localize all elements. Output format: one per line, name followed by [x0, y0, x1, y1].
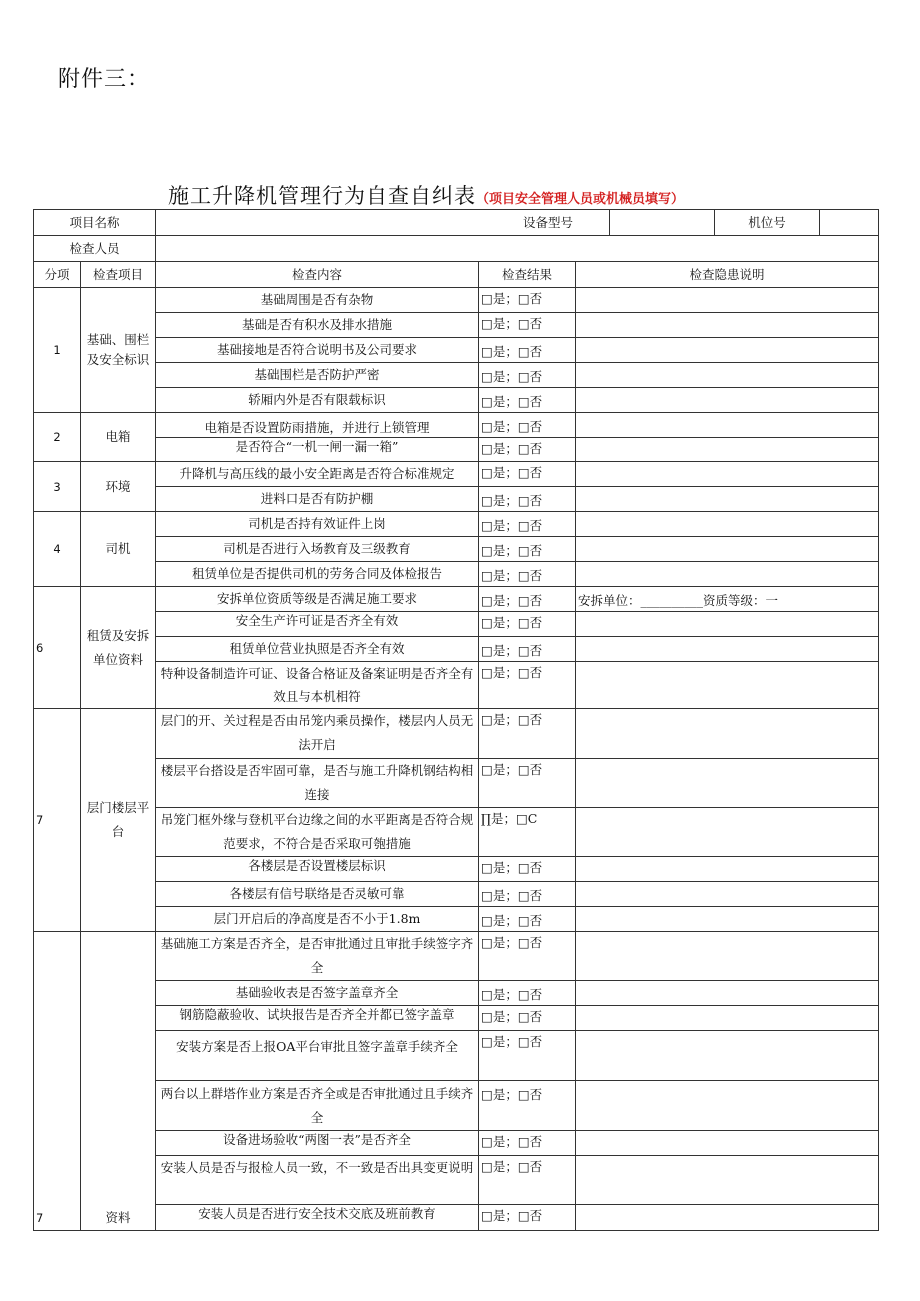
info-row-project: [34, 210, 879, 236]
form-title-block: [168, 180, 684, 210]
result-checkbox[interactable]: □是；□否: [479, 882, 576, 907]
table-row: [34, 388, 879, 413]
table-row: [34, 363, 879, 388]
note-cell[interactable]: 安拆单位：__________资质等级：一: [576, 587, 879, 612]
result-checkbox[interactable]: □是；□否: [479, 1006, 576, 1031]
table-row: [34, 413, 879, 438]
result-checkbox[interactable]: □是；□否: [479, 363, 576, 388]
check-content: 层门的开、关过程是否由吊笼内乘员操作，楼层内人员无法开启: [156, 709, 479, 759]
check-item: 租赁及安拆单位资料: [81, 587, 156, 709]
table-row: [34, 882, 879, 907]
section-number: 7: [34, 932, 81, 1231]
table-row: [34, 537, 879, 562]
column-header-row: [34, 262, 879, 288]
check-content: 轿厢内外是否有限载标识: [156, 388, 479, 413]
inspector-label: 检查人员: [34, 236, 156, 262]
result-checkbox[interactable]: □是；□否: [479, 512, 576, 537]
check-item: 层门楼层平台: [81, 709, 156, 932]
check-content: 是否符合“一机一闸一漏一箱”: [156, 438, 479, 462]
note-cell[interactable]: [576, 759, 879, 808]
check-content: 各楼层是否设置楼层标识: [156, 857, 479, 882]
check-content: 租赁单位是否提供司机的劳务合同及体检报告: [156, 562, 479, 587]
table-row: [34, 1205, 879, 1231]
info-row-inspector: [34, 236, 879, 262]
position-number-label: 机位号: [715, 210, 820, 236]
note-cell[interactable]: [576, 907, 879, 932]
check-content: 楼层平台搭设是否牢固可靠，是否与施工升降机钢结构相连接: [156, 759, 479, 808]
table-row: [34, 1156, 879, 1205]
note-cell[interactable]: [576, 313, 879, 338]
check-content: 基础接地是否符合说明书及公司要求: [156, 338, 479, 363]
check-content: 基础周围是否有杂物: [156, 288, 479, 313]
note-cell[interactable]: [576, 363, 879, 388]
note-cell[interactable]: [576, 512, 879, 537]
section-number: 3: [34, 462, 81, 512]
result-checkbox[interactable]: □是；□否: [479, 562, 576, 587]
col-header-section: 分项: [34, 262, 81, 288]
note-cell[interactable]: [576, 388, 879, 413]
result-checkbox[interactable]: □是；□否: [479, 338, 576, 363]
table-row: [34, 662, 879, 709]
result-checkbox[interactable]: □是；□否: [479, 537, 576, 562]
result-checkbox[interactable]: □是；□否: [479, 709, 576, 759]
check-content: 安装人员是否与报检人员一致，不一致是否出具变更说明: [156, 1156, 479, 1205]
check-content: 吊笼门框外缘与登机平台边缘之间的水平距离是否符合规范要求，不符合是否采取可匏措施: [156, 808, 479, 857]
table-row: [34, 562, 879, 587]
check-content: 安装方案是否上报OA平台审批且签字盖章手续齐全: [156, 1031, 479, 1081]
table-row: [34, 932, 879, 981]
project-name-label: 项目名称: [34, 210, 156, 236]
col-header-result: 检查结果: [479, 262, 576, 288]
check-content: 进料口是否有防护棚: [156, 487, 479, 512]
col-header-note: 检查隐患说明: [576, 262, 879, 288]
note-cell[interactable]: [576, 637, 879, 662]
col-header-content: 检查内容: [156, 262, 479, 288]
check-content: 电箱是否设置防雨措施，并进行上锁管理: [156, 413, 479, 438]
result-checkbox[interactable]: □是；□否: [479, 857, 576, 882]
result-checkbox[interactable]: □是；□否: [479, 487, 576, 512]
section-number: 4: [34, 512, 81, 587]
table-row: [34, 808, 879, 857]
note-cell[interactable]: [576, 1006, 879, 1031]
note-cell[interactable]: [576, 413, 879, 438]
section-number: 2: [34, 413, 81, 462]
result-checkbox[interactable]: ∏是；□C: [479, 808, 576, 857]
section-number: 6: [34, 587, 81, 709]
table-row: [34, 981, 879, 1006]
note-cell[interactable]: [576, 808, 879, 857]
check-content: 基础是否有积水及排水措施: [156, 313, 479, 338]
check-item: 资料: [81, 932, 156, 1231]
table-row: [34, 587, 879, 612]
section-number: 7: [34, 709, 81, 932]
check-item: 司机: [81, 512, 156, 587]
table-row: [34, 438, 879, 462]
result-checkbox[interactable]: □是；□否: [479, 413, 576, 438]
result-checkbox[interactable]: □是；□否: [479, 759, 576, 808]
result-checkbox[interactable]: □是；□否: [479, 1081, 576, 1131]
table-row: [34, 1031, 879, 1081]
inspection-table: [33, 209, 879, 1231]
result-checkbox[interactable]: □是；□否: [479, 438, 576, 462]
result-checkbox[interactable]: □是；□否: [479, 612, 576, 637]
table-row: [34, 637, 879, 662]
note-cell[interactable]: [576, 462, 879, 487]
check-content: 司机是否进行入场教育及三级教育: [156, 537, 479, 562]
check-content: 租赁单位营业执照是否齐全有效: [156, 637, 479, 662]
note-cell[interactable]: [576, 487, 879, 512]
form-title: 施工升降机管理行为自查自纠表: [168, 184, 476, 208]
table-row: [34, 612, 879, 637]
result-checkbox[interactable]: □是；□否: [479, 462, 576, 487]
result-checkbox[interactable]: □是；□否: [479, 587, 576, 612]
table-row: [34, 857, 879, 882]
check-item: 环境: [81, 462, 156, 512]
check-content: 升降机与高压线的最小安全距离是否符合标准规定: [156, 462, 479, 487]
table-row: [34, 907, 879, 932]
note-cell[interactable]: [576, 882, 879, 907]
note-cell[interactable]: [576, 537, 879, 562]
table-row: [34, 1131, 879, 1156]
table-row: [34, 487, 879, 512]
result-checkbox[interactable]: □是；□否: [479, 981, 576, 1006]
table-row: [34, 1081, 879, 1131]
note-cell[interactable]: [576, 1156, 879, 1205]
result-checkbox[interactable]: □是；□否: [479, 637, 576, 662]
col-header-item: 检查项目: [81, 262, 156, 288]
note-cell[interactable]: [576, 338, 879, 363]
result-checkbox[interactable]: □是；□否: [479, 313, 576, 338]
result-checkbox[interactable]: □是；□否: [479, 1205, 576, 1231]
check-content: 各楼层有信号联络是否灵敏可靠: [156, 882, 479, 907]
note-cell[interactable]: [576, 562, 879, 587]
result-checkbox[interactable]: □是；□否: [479, 907, 576, 932]
check-content: 钢筋隐蔽验收、试块报告是否齐全并都已签字盖章: [156, 1006, 479, 1031]
note-cell[interactable]: [576, 1081, 879, 1131]
result-checkbox[interactable]: □是；□否: [479, 662, 576, 709]
check-content: 设备进场验收“两图一表”是否齐全: [156, 1131, 479, 1156]
note-cell[interactable]: [576, 662, 879, 709]
result-checkbox[interactable]: □是；□否: [479, 932, 576, 981]
note-cell[interactable]: [576, 857, 879, 882]
attachment-label: 附件三：: [58, 67, 151, 92]
check-content: 基础围栏是否防护严密: [156, 363, 479, 388]
device-model-label: 设备型号: [156, 210, 610, 236]
note-cell[interactable]: [576, 1205, 879, 1231]
check-content: 安拆单位资质等级是否满足施工要求: [156, 587, 479, 612]
table-row: [34, 1006, 879, 1031]
table-row: [34, 288, 879, 313]
check-content: 基础施工方案是否齐全，是否审批通过且审批手续签字齐全: [156, 932, 479, 981]
table-row: [34, 759, 879, 808]
inspector-value[interactable]: [156, 236, 879, 262]
check-content: 特种设备制造许可证、设备合格证及备案证明是否齐全有效且与本机相符: [156, 662, 479, 709]
check-content: 两台以上群塔作业方案是否齐全或是否审批通过且手续齐全: [156, 1081, 479, 1131]
check-content: 安全生产许可证是否齐全有效: [156, 612, 479, 637]
table-row: [34, 462, 879, 487]
result-checkbox[interactable]: □是；□否: [479, 1131, 576, 1156]
note-cell[interactable]: [576, 288, 879, 313]
result-checkbox[interactable]: □是；□否: [479, 288, 576, 313]
result-checkbox[interactable]: □是；□否: [479, 1156, 576, 1205]
check-item: 电箱: [81, 413, 156, 462]
check-content: 司机是否持有效证件上岗: [156, 512, 479, 537]
result-checkbox[interactable]: □是；□否: [479, 388, 576, 413]
section-number: 1: [34, 288, 81, 413]
table-row: [34, 338, 879, 363]
note-cell[interactable]: [576, 612, 879, 637]
note-cell[interactable]: [576, 981, 879, 1006]
note-cell[interactable]: [576, 438, 879, 462]
table-row: [34, 709, 879, 759]
check-content: 安装人员是否进行安全技术交底及班前教育: [156, 1205, 479, 1231]
note-cell[interactable]: [576, 932, 879, 981]
note-cell[interactable]: [576, 1031, 879, 1081]
table-row: [34, 313, 879, 338]
note-cell[interactable]: [576, 1131, 879, 1156]
check-content: 基础验收表是否签字盖章齐全: [156, 981, 479, 1006]
device-model-value[interactable]: [610, 210, 715, 236]
position-number-value[interactable]: [820, 210, 879, 236]
note-cell[interactable]: [576, 709, 879, 759]
table-row: [34, 512, 879, 537]
form-subtitle: （项目安全管理人员或机械员填写）: [476, 192, 685, 207]
check-item: 基础、围栏及安全标识: [81, 288, 156, 413]
result-checkbox[interactable]: □是；□否: [479, 1031, 576, 1081]
check-content: 层门开启后的净高度是否不小于1.8m: [156, 907, 479, 932]
